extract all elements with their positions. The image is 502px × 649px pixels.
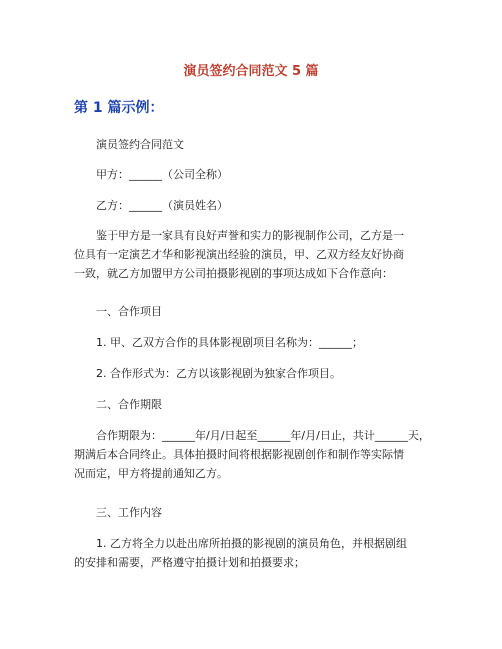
heading-cooperation-period (74, 395, 439, 414)
paragraph-contract-name (74, 135, 439, 154)
paragraph-line: 1. 乙方将全力以赴出席所拍摄的影视剧的演员角色，并根据剧组 (96, 537, 407, 550)
paragraph-item-1 (74, 333, 439, 352)
paragraph-line: 乙方：______（演员姓名） (96, 199, 228, 212)
paragraph-party-a (74, 165, 439, 184)
paragraph-work-item-1 (74, 534, 439, 572)
document-title: 演员签约合同范文 5 篇 (183, 64, 319, 79)
paragraph-line: 2. 合作形式为：乙方以该影视剧为独家合作项目。 (96, 367, 341, 380)
paragraph-line: 鉴于甲方是一家具有良好声誉和实力的影视制作公司，乙方是一 (96, 229, 404, 242)
paragraph-line: 况而定，甲方将提前通知乙方。 (74, 467, 228, 480)
paragraph-line: 甲方：______（公司全称） (96, 168, 228, 181)
paragraph-line: 的安排和需要，严格遵守拍摄计划和拍摄要求； (74, 556, 305, 569)
paragraph-preamble (74, 226, 439, 283)
paragraph-line: 期满后本合同终止。具体拍摄时间将根据影视剧创作和制作等实际情 (74, 448, 404, 461)
paragraph-line: 三、工作内容 (96, 506, 162, 519)
paragraph-line: 1. 甲、乙双方合作的具体影视剧项目名称为：______； (96, 336, 363, 349)
paragraph-line: 演员签约合同范文 (96, 138, 184, 151)
paragraph-line: 位具有一定演艺才华和影视演出经验的演员，甲、乙双方经友好协商 (74, 248, 404, 261)
paragraph-line: 合作期限为：______年/月/日起至______年/月/日止，共计______天， (96, 429, 430, 442)
heading-cooperation-project (74, 302, 439, 321)
heading-work-content (74, 503, 439, 522)
section-heading: 第 1 篇示例： (74, 100, 164, 116)
paragraph-line: 一致，就乙方加盟甲方公司拍摄影视剧的事项达成如下合作意向： (74, 267, 393, 280)
paragraph-line: 一、合作项目 (96, 305, 162, 318)
paragraph-period (74, 426, 439, 483)
paragraph-party-b (74, 196, 439, 215)
paragraph-line: 二、合作期限 (96, 398, 162, 411)
paragraph-item-2 (74, 364, 439, 383)
